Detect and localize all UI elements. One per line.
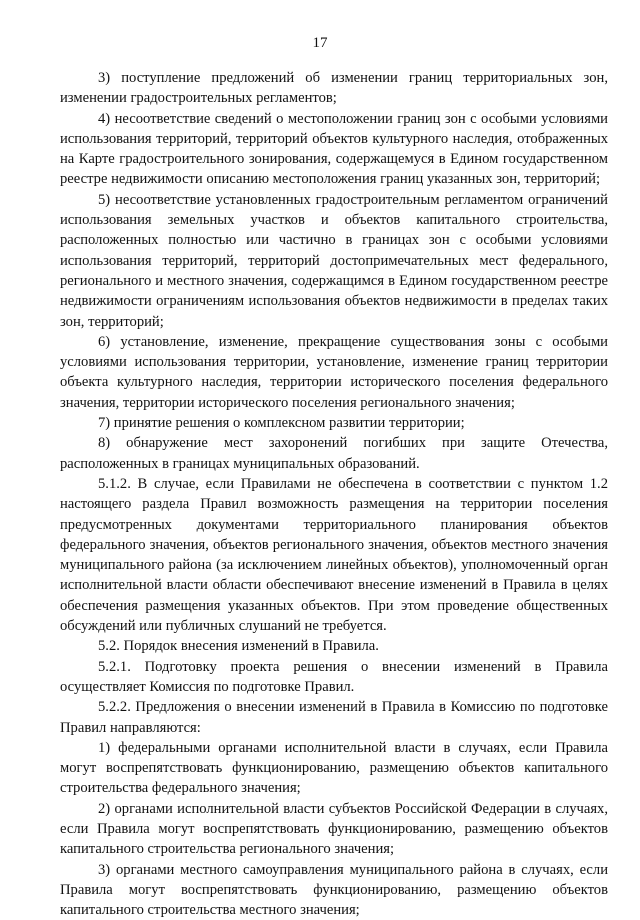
page-number: 17 — [312, 35, 328, 51]
proposal-source-3-local: 3) органами местного самоуправления муниципального района в случаях, если Правила могут воспрепятствовать функционированию, размещению объектов капитального строительства местного значения; — [60, 861, 608, 919]
list-item-8-burial-sites: 8) обнаружение мест захоронений погибших при защите Отечества, расположенных в границах муниципальных образований. — [60, 435, 608, 472]
proposal-source-2-regional: 2) органами исполнительной власти субъектов Российской Федерации в случаях, если Правила могут воспрепятствовать функционированию, размещению объектов капитального строительства регионального значения; — [60, 800, 608, 858]
list-item-3-boundary-proposals: 3) поступление предложений об изменении границ территориальных зон, изменении градостроительных регламентов; — [60, 70, 608, 107]
list-item-4-location-mismatch: 4) несоответствие сведений о местоположении границ зон с особыми условиями использования территорий, территорий объектов культурного наследия, отображенных на Карте градостроительного зонирования, содержащемуся в Едином государственном реестре недвижимости описанию местоположения границ указанных зон, территорий; — [60, 110, 608, 188]
list-item-7-complex-development: 7) принятие решения о комплексном развитии территории; — [98, 415, 465, 432]
proposal-source-1-federal: 1) федеральными органами исполнительной власти в случаях, если Правила могут воспрепятствовать функционированию, размещению объектов капитального строительства федерального значения; — [60, 739, 608, 797]
list-item-6-zone-changes: 6) установление, изменение, прекращение существования зоны с особыми условиями использования территории, установление, изменение границ территории объекта культурного наследия, территории исторического поселения федерального значения, территории исторического поселения регионального значения; — [60, 333, 608, 411]
clause-5-2-1: 5.2.1. Подготовку проекта решения о внесении изменений в Правила осуществляет Комиссия по подготовке Правил. — [60, 658, 608, 695]
list-item-5-restrictions-mismatch: 5) несоответствие установленных градостроительным регламентом ограничений использования земельных участков и объектов капитального строительства, расположенных полностью или частично в границах зон с особыми условиями использования территорий, территорий достопримечательных мест федерального, регионального и местного значения, содержащимся в Едином государственном реестре недвижимости ограничениям использования объектов недвижимости в пределах таких зон, территорий; — [60, 191, 608, 330]
clause-5-2-heading: 5.2. Порядок внесения изменений в Правила. — [98, 638, 379, 655]
document-body — [60, 68, 608, 920]
clause-5-2-2: 5.2.2. Предложения о внесении изменений в Правила в Комиссию по подготовке Правил направляются: — [60, 699, 608, 736]
clause-5-1-2: 5.1.2. В случае, если Правилами не обеспечена в соответствии с пунктом 1.2 настоящего раздела Правил возможность размещения на территории поселения предусмотренных документами территориального планирования объектов федерального значения, объектов регионального значения, объектов местного значения муниципального района (за исключением линейных объектов), уполномоченный орган исполнительной власти области обеспечивают внесение изменений в Правила в целях обеспечения размещения указанных объектов. При этом проведение общественных обсуждений или публичных слушаний не требуется. — [60, 475, 608, 635]
